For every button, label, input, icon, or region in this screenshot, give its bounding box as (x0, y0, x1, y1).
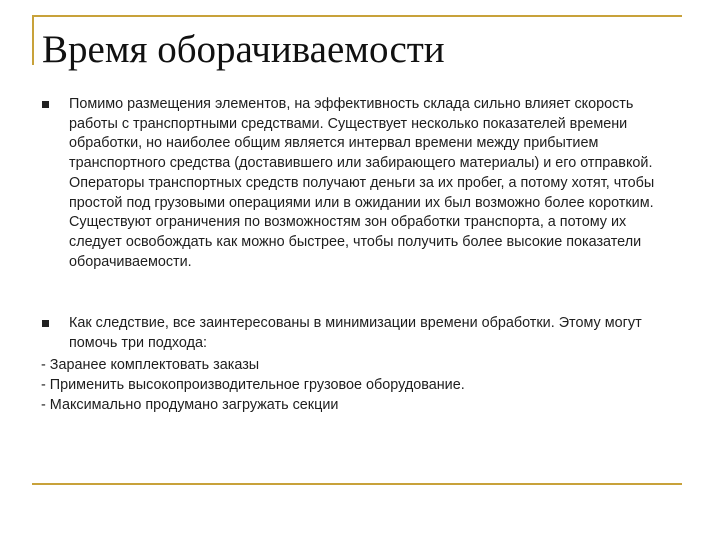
approach-list (41, 355, 681, 415)
title-left-rule (32, 15, 34, 65)
title-top-rule (32, 15, 682, 17)
square-bullet-icon (42, 320, 49, 327)
approach-item: - Заранее комплектовать заказы (41, 357, 260, 373)
bullet-paragraph-2: Как следствие, все заинтересованы в минимизации времени обработки. Этому могут помочь три подхода: (69, 315, 642, 351)
approach-item: - Применить высокопроизводительное грузовое оборудование. (41, 377, 465, 393)
bullet-paragraph-1: Помимо размещения элементов, на эффективность склада сильно влияет скорость работы с транспортными средствами. Существует несколько показателей времени обработки, но наиболее общим является интервал времени между прибытием транспортного средства (доставившего или забирающего материалы) и его отправкой. Операторы транспортных средств получают деньги за их пробег, а потому хотят, чтобы простой под грузовыми операциями или в ожидании их был возможно более коротким. Существуют ограничения по возможностям зон обработки транспорта, а потому их следует освобождать как можно быстрее, чтобы получить более высокие показатели оборачиваемости. (69, 96, 655, 270)
slide-title: Время оборачиваемости (42, 28, 445, 71)
footer-rule (32, 483, 682, 485)
approach-item: - Максимально продумано загружать секции (41, 397, 339, 413)
square-bullet-icon (42, 101, 49, 108)
